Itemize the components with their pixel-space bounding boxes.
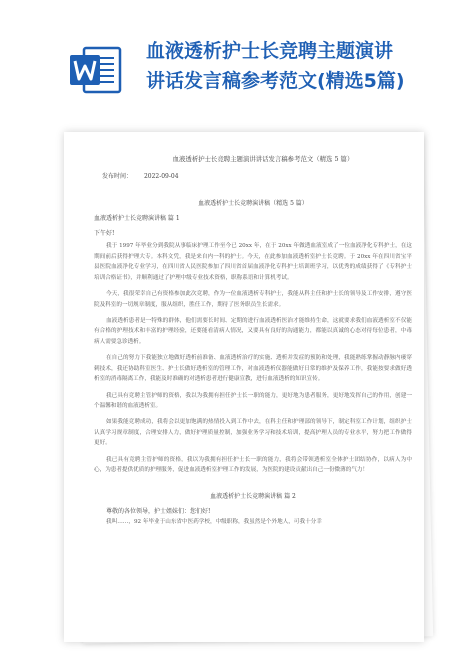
title-line-2: 讲话发言稿参考范文(精选5篇) [146,70,405,92]
greeting-2: 尊敬的各位领导，护士姐妹们：您们好! [106,508,211,516]
paragraph: 我于 1997 年毕业分到我院从事临床护理工作至今已 20xx 年，在于 20xx 年做透血液室成了一位血液净化专科护士，在这期间前后获得护理大专。本科文凭，我是来自内一科的护士。今天，在此参加血液透析室护士长竞聘。于 20xx 年在四川省宝平县医院血液净化专业学习，在四川省人民医院参加了四川省首届血液净化专科护士培训班学习，以优秀的成绩获得了《专科护士培训合格证书》，并顺利通过了护理中级专业技术资格，职称系语和计算机考试。 [94,243,412,281]
paragraph: 我叫……，92 年毕业于山东省中医药学校，中级职称，我虽然是个外地人，可我十分幸 [106,519,322,526]
word-document-icon [68,42,124,98]
publish-label: 发布时间： [102,173,133,180]
paragraph: 血液透析患者是一特殊的群体，他们需要长时间、定期的进行血液透析医治才能维持生命，这就要求我们血液透析室不仅能有合格的护理技术和丰富的护理经验，还要能看清病人情况，又要具有良好的沟通能力，都能以真诚的心态对待每位患者，中毒病人需要急诊透析。 [94,317,412,345]
section-title: 血液透析护士长竞聘演讲稿（精选 5 篇） [198,200,308,207]
paragraph: 今天，我很荣幸自己有资格参加此次竞聘，作为一位血液透析专科护士，我能从科主任和护士长的领导及工作安排，遵守医院及科室的一切规章制度，服从组织，胜任工作，期待了医务职员生长需求。 [94,290,412,308]
paragraph: 我已具有竞聘主管护师的资格，我以为我拥有担任护士长一职的能力，更好地为患者服务，更好地发挥自己的作用，创建一个温馨和谐的血液透析室。 [94,392,412,410]
article-2-title: 血液透析护士长竞聘演讲稿 篇 2 [210,493,296,501]
publish-meta [102,171,412,180]
page-title [146,36,466,96]
paragraph: 我已具有竞聘主管护师的资格，我以为我拥有担任护士长一职的能力，我将会带领透析室全体护士团结协作，以病人为中心，为患者提供优质的护理服务，促进血液透析室护理工作的发展，为医院的建设贡献出自己一份微薄的气力！ [94,456,412,474]
title-line-1: 血液透析护士长竞聘主题演讲 [146,40,394,62]
article-1-title: 血液透析护士长竞聘演讲稿 篇 1 [94,215,180,222]
document-title: 血液透析护士长竞聘主题演讲讲话发言稿参考范文（精选 5 篇） [172,155,354,163]
header-banner [0,0,474,120]
paragraph: 如果我能竞聘成功，我将会以更加饱满的热情投入到工作中去，在科主任和护理部的领导下，制定科室工作计划，组织护士认真学习规章制度，合理安排人力，做好护理质量控制，加强业务学习和技术培训，提高护理人员的专业水平，努力把工作做得更好。 [94,419,412,447]
document-preview-page[interactable] [64,132,424,642]
greeting-1: 下午好! [94,230,115,237]
document-body [94,154,412,534]
publish-date: 2022-09-04 [143,173,179,180]
paragraph: 在自己的努力下我能独立地做好透析前准备、血液透析治疗的实施、透析并发症的预防和处理，我能熟练掌握动静脉内瘘穿刺技术，我还协助科室医生、护士长做好透析室的管理工作，对血液透析仪器能做好日常的维护及保养工作，我能按要求做好透析室的消毒隔离工作，我能及时准确的对透析患者进行健康宣教，进行血液透析的知识宣传。 [94,355,412,383]
